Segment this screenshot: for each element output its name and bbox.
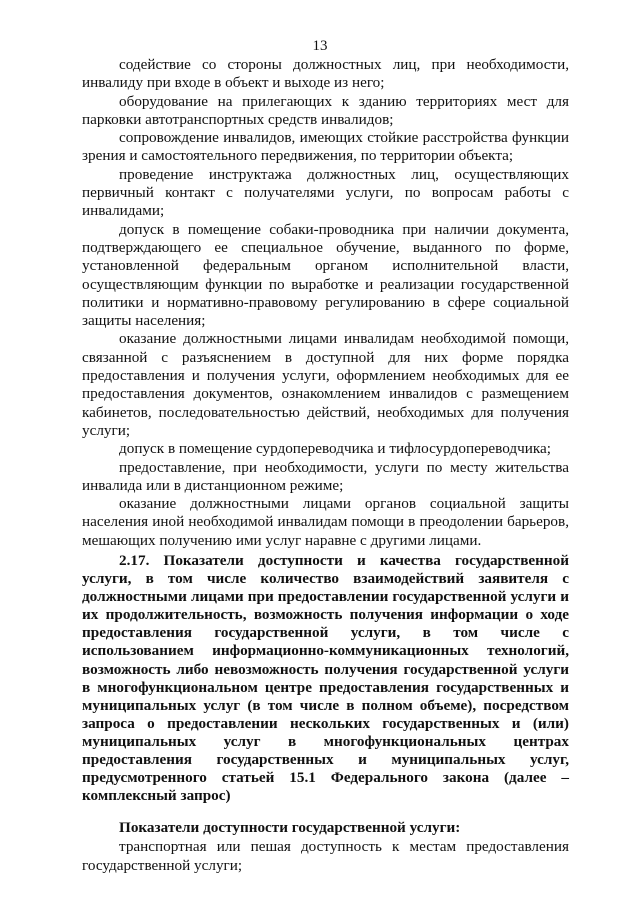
list-item: допуск в помещение собаки-проводника при наличии документа, подтверждающего ее специальное обучение, выданного по форме, установленной федеральным органом исполнительной власти, осуществляющим функции по выработке и реализации государственной политики и нормативно-правовому регулированию в сфере социальной защиты населения; [82, 220, 569, 330]
list-item: проведение инструктажа должностных лиц, осуществляющих первичный контакт с получателями услуги, по вопросам работы с инвалидами; [82, 165, 569, 220]
list-item: содействие со стороны должностных лиц, при необходимости, инвалиду при входе в объект и выходе из него; [82, 56, 569, 92]
list-item: предоставление, при необходимости, услуги по месту жительства инвалида или в дистанционном режиме; [82, 458, 569, 494]
indicators-section [82, 819, 569, 875]
page-number: 13 [312, 38, 328, 54]
list-item: сопровождение инвалидов, имеющих стойкие расстройства функции зрения и самостоятельного передвижения, по территории объекта; [82, 129, 569, 165]
section-2-17 [82, 552, 569, 805]
list-item: транспортная или пешая доступность к местам предоставления государственной услуги; [82, 838, 569, 874]
indicators-subheading: Показатели доступности государственной услуги: [119, 819, 461, 836]
list-item: допуск в помещение сурдопереводчика и тифлосурдопереводчика; [119, 440, 551, 458]
section-heading: 2.17. Показатели доступности и качества государственной услуги, в том числе количество взаимодействий заявителя с должностными лицами при предоставлении государственной услуги и их продолжительность, возможность получения информации о ходе предоставления государственной услуги, в том числе с использованием информационно-коммуникационных технологий, возможность либо невозможность получения государственной услуги в многофункциональном центре предоставления государственных и муниципальных услуг (в том числе в полном объеме), посредством запроса о предоставлении нескольких государственных и (или) муниципальных услуг в многофункциональных центрах предоставления государственных и муниципальных услуг, предусмотренного статьей 15.1 Федерального закона (далее – комплексный запрос) [82, 552, 569, 805]
list-item: оказание должностными лицами инвалидам необходимой помощи, связанной с разъяснением в доступной для них форме порядка предоставления и получения услуги, оформлением необходимых для ее предоставления документов, ознакомлением инвалидов с размещением кабинетов, последовательностью действий, необходимых для получения услуги; [82, 330, 569, 439]
list-item: оборудование на прилегающих к зданию территориях мест для парковки автотранспортных средств инвалидов; [82, 92, 569, 128]
accessibility-measures-list [82, 56, 569, 550]
list-item: оказание должностными лицами органов социальной защиты населения иной необходимой инвалидам помощи в преодолении барьеров, мешающих получению ими услуг наравне с другими лицами. [82, 495, 569, 549]
